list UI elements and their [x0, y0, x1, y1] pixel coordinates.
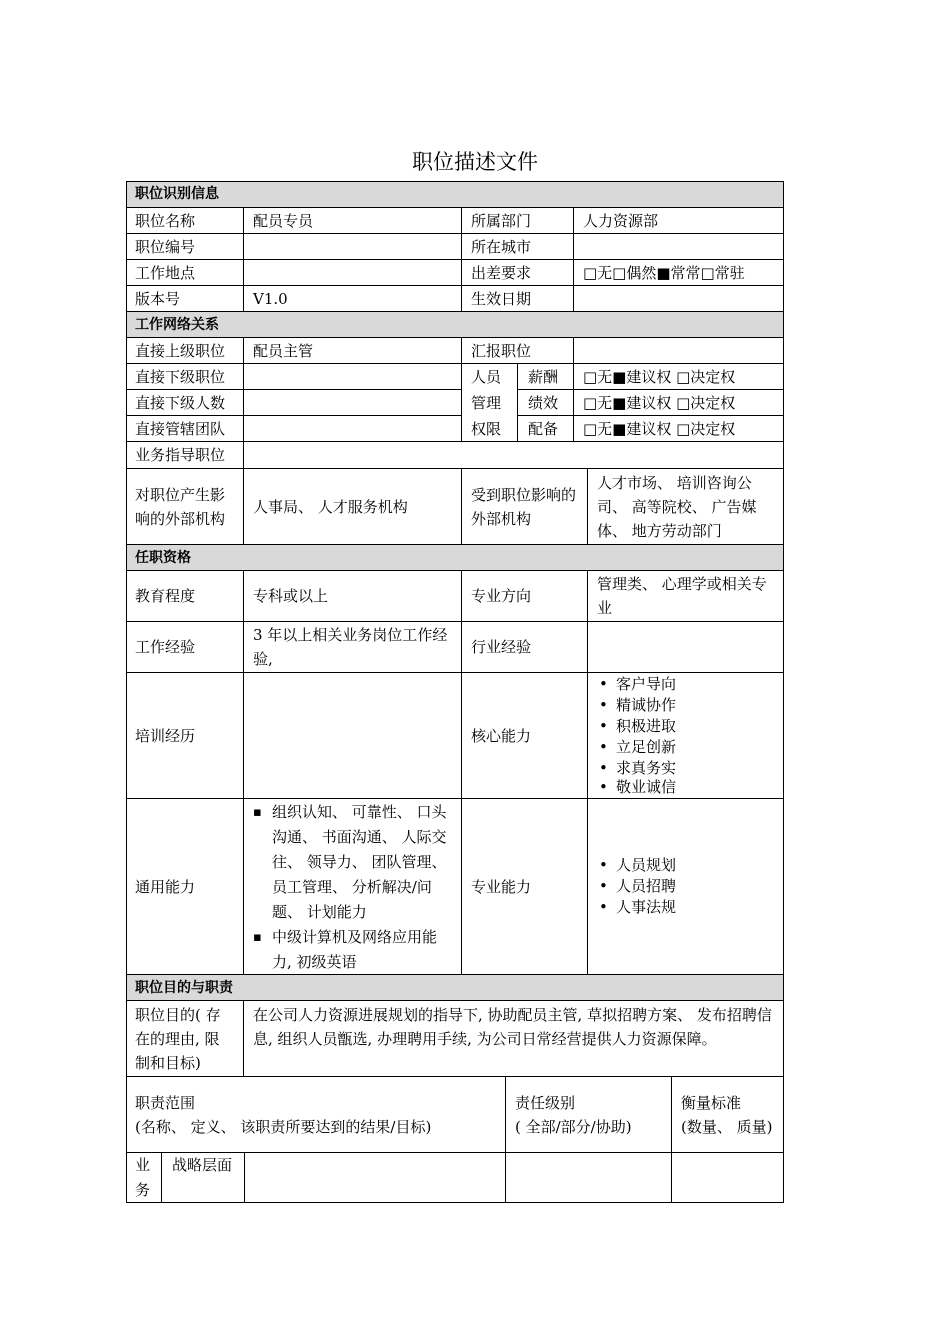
training-value: [244, 673, 462, 799]
effective-date-value: [574, 286, 784, 312]
authority-label: 人员管理权限: [462, 364, 518, 442]
general-competency-label: 通用能力: [126, 799, 244, 975]
measure-sub: (数量、 质量): [681, 1117, 773, 1136]
general-competency-list: [244, 799, 462, 975]
subordinate-count-label: 直接下级人数: [126, 390, 244, 416]
level-sub: ( 全部/部分/协助): [515, 1117, 632, 1136]
authority-value: □无■建议权 □决定权: [574, 390, 784, 416]
superior-value: 配员主管: [244, 338, 462, 364]
measure-label: 衡量标准: [681, 1093, 742, 1112]
major-label: 专业方向: [462, 571, 588, 622]
authority-value: □无■建议权 □决定权: [574, 416, 784, 442]
authority-value: □无■建议权 □决定权: [574, 364, 784, 390]
education-value: 专科或以上: [244, 571, 462, 622]
page-title: 职位描述文件: [412, 150, 538, 174]
business-guide-label: 业务指导职位: [126, 442, 244, 469]
strategy-scope-value: [245, 1153, 506, 1203]
experience-value: 3 年以上相关业务岗位工作经验,: [244, 622, 462, 673]
city-label: 所在城市: [462, 234, 574, 260]
department-value: 人力资源部: [574, 208, 784, 234]
list-item: • 人员招聘: [597, 876, 676, 897]
position-name-value: 配员专员: [244, 208, 462, 234]
industry-value: [588, 622, 784, 673]
authority-item: 薪酬: [518, 364, 574, 390]
major-value: 管理类、 心理学或相关专业: [588, 571, 784, 622]
experience-label: 工作经验: [126, 622, 244, 673]
professional-competency-list: [588, 799, 784, 975]
purpose-value: 在公司人力资源进展规划的指导下, 协助配员主管, 草拟招聘方案、 发布招聘信息, 组织人员甑选, 办理聘用手续, 为公司日常经营提供人力资源保障。: [244, 1001, 784, 1077]
department-label: 所属部门: [462, 208, 574, 234]
core-competency-list: [588, 673, 784, 799]
strategy-level-value: [506, 1153, 672, 1203]
purpose-label: 职位目的( 存在的理由, 限制和目标): [126, 1001, 244, 1077]
subordinate-count-value: [244, 390, 462, 416]
travel-value: □无□偶然■常常□常驻: [574, 260, 784, 286]
section-qualification-header: 任职资格: [126, 545, 784, 571]
effective-date-label: 生效日期: [462, 286, 574, 312]
position-name-label: 职位名称: [126, 208, 244, 234]
position-code-value: [244, 234, 462, 260]
superior-label: 直接上级职位: [126, 338, 244, 364]
measure-header: [672, 1077, 784, 1153]
professional-competency-label: 专业能力: [462, 799, 588, 975]
authority-item: 配备: [518, 416, 574, 442]
section-purpose-header: 职位目的与职责: [126, 975, 784, 1001]
influenced-label: 受到职位影响的外部机构: [462, 469, 588, 545]
business-guide-value: [244, 442, 784, 469]
list-item: • 敬业诚信: [597, 779, 774, 795]
travel-label: 出差要求: [462, 260, 574, 286]
team-value: [244, 416, 462, 442]
scope-sub: (名称、 定义、 该职责所要达到的结果/目标): [135, 1117, 432, 1136]
industry-label: 行业经验: [462, 622, 588, 673]
business-label: 业务: [126, 1153, 162, 1203]
influence-label: 对职位产生影响的外部机构: [126, 469, 244, 545]
list-item: • 人员规划: [597, 855, 676, 876]
education-label: 教育程度: [126, 571, 244, 622]
influenced-value: 人才市场、 培训咨询公司、 高等院校、 广告媒体、 地方劳动部门: [588, 469, 784, 545]
level-label: 责任级别: [515, 1093, 576, 1112]
level-header: [506, 1077, 672, 1153]
list-item: • 客户导向: [597, 674, 774, 695]
work-location-label: 工作地点: [126, 260, 244, 286]
list-item: • 求真务实: [597, 758, 774, 779]
list-item: • 人事法规: [597, 897, 676, 918]
subordinate-label: 直接下级职位: [126, 364, 244, 390]
training-label: 培训经历: [126, 673, 244, 799]
list-item: ▪ 组织认知、 可靠性、 口头沟通、 书面沟通、 人际交往、 领导力、 团队管理、 员工管理、 分析解决/问题、 计划能力: [253, 800, 455, 925]
influence-value: 人事局、 人才服务机构: [244, 469, 462, 545]
scope-header: [126, 1077, 506, 1153]
list-item: • 精诚协作: [597, 695, 774, 716]
section-identity-header: 职位识别信息: [126, 181, 784, 208]
version-label: 版本号: [126, 286, 244, 312]
list-item: • 积极进取: [597, 716, 774, 737]
list-item: ▪ 中级计算机及网络应用能力, 初级英语: [253, 925, 455, 975]
list-item: • 立足创新: [597, 737, 774, 758]
team-label: 直接管辖团队: [126, 416, 244, 442]
scope-label: 职责范围: [135, 1093, 196, 1112]
position-code-label: 职位编号: [126, 234, 244, 260]
core-competency-label: 核心能力: [462, 673, 588, 799]
strategy-label: 战略层面: [162, 1153, 245, 1203]
report-position-label: 汇报职位: [462, 338, 574, 364]
work-location-value: [244, 260, 462, 286]
section-network-header: 工作网络关系: [126, 312, 784, 338]
subordinate-value: [244, 364, 462, 390]
strategy-measure-value: [672, 1153, 784, 1203]
city-value: [574, 234, 784, 260]
version-value: V1.0: [244, 286, 462, 312]
authority-item: 绩效: [518, 390, 574, 416]
report-position-value: [574, 338, 784, 364]
job-description-table: [126, 181, 784, 1203]
